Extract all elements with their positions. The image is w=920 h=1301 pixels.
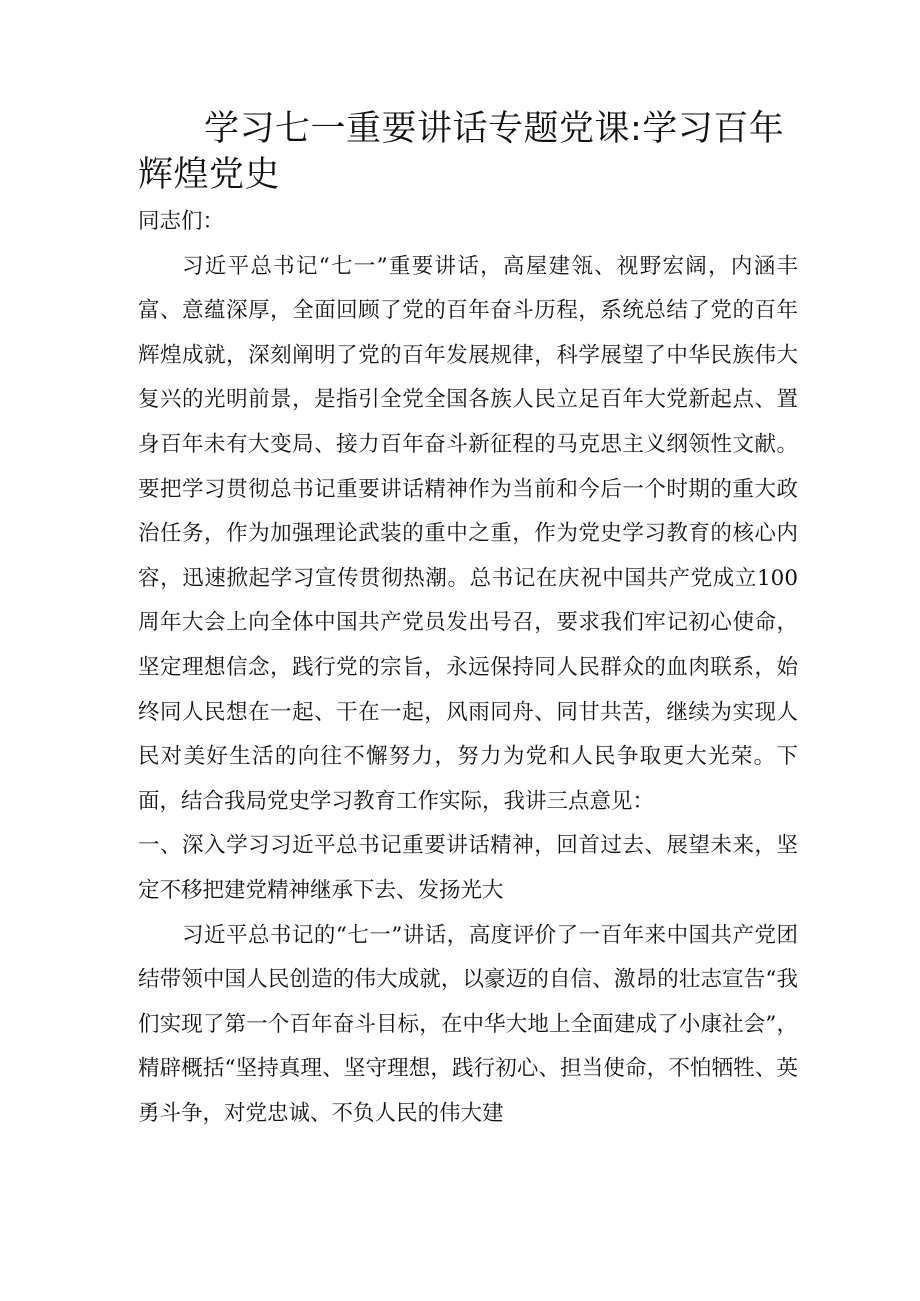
section-heading-1: 一、深入学习习近平总书记重要讲话精神，回首过去、展望未来，坚定不移把建党精神继承下去、发扬光大 bbox=[138, 833, 798, 903]
title-line-2: 辉煌党史 bbox=[138, 155, 281, 195]
paragraph-intro: 习近平总书记“七一”重要讲话，高屋建瓴、视野宏阔，内涵丰富、意蕴深厚，全面回顾了党的百年奋斗历程，系统总结了党的百年辉煌成就，深刻阐明了党的百年发展规律，科学展望了中华民族伟大复兴的光明前景，是指引全党全国各族人民立足百年大党新起点、置身百年未有大变局、接力百年奋斗新征程的马克思主义纲领性文献。要把学习贯彻总书记重要讲话精神作为当前和今后一个时期的重大政治任务，作为加强理论武装的重中之重，作为党史学习教育的核心内容，迅速掀起学习宣传贯彻热潮。总书记在庆祝中国共产党成立100周年大会上向全体中国共产党员发出号召，要求我们牢记初心使命，坚定理想信念，践行党的宗旨，永远保持同人民群众的血肉联系，始终同人民想在一起、干在一起，风雨同舟、同甘共苦，继续为实现人民对美好生活的向往不懈努力，努力为党和人民争取更大光荣。下面，结合我局党史学习教育工作实际，我讲三点意见： bbox=[138, 253, 798, 814]
document-title bbox=[138, 106, 798, 198]
salutation: 同志们： bbox=[138, 209, 225, 234]
title-line-1: 学习七一重要讲话专题党课:学习百年 bbox=[204, 109, 785, 149]
paragraph-section-1: 习近平总书记的“七一”讲话，高度评价了一百年来中国共产党团结带领中国人民创造的伟大成就，以豪迈的自信、激昂的壮志宣告“我们实现了第一个百年奋斗目标，在中华大地上全面建成了小康社会”，精辟概括“坚持真理、坚守理想，践行初心、担当使命，不怕牺牲、英勇斗争，对党忠诚、不负人民的伟大建 bbox=[138, 922, 798, 1126]
document-body bbox=[138, 200, 798, 1136]
